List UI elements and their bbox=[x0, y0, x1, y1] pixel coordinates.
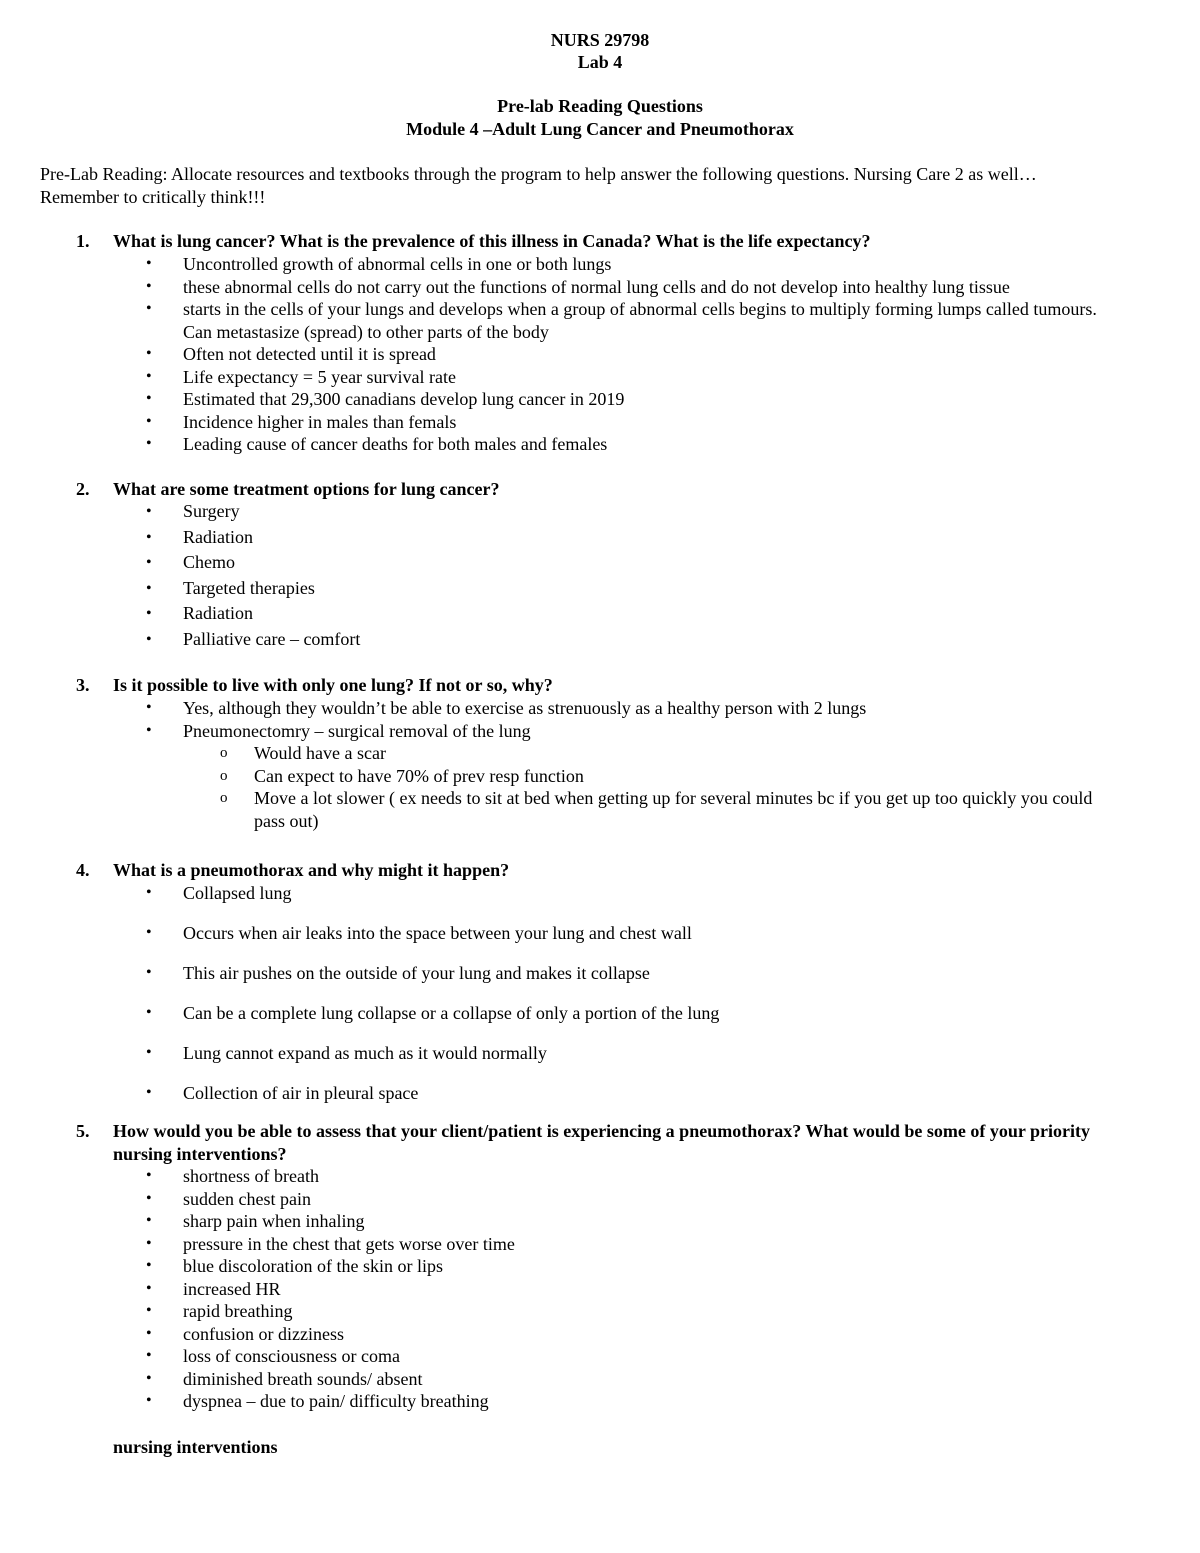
question-text: What is lung cancer? What is the prevalence of this illness in Canada? What is the life expectancy? bbox=[113, 231, 871, 251]
list-item: • Targeted therapies bbox=[146, 576, 1126, 602]
bullet-icon: • bbox=[146, 1167, 152, 1184]
list-item: • Yes, although they wouldn’t be able to exercise as strenuously as a healthy person with 2 lungs bbox=[146, 698, 867, 718]
list-item: • loss of consciousness or coma bbox=[146, 1346, 400, 1366]
list-item: • Leading cause of cancer deaths for both males and females bbox=[146, 434, 608, 454]
list-item: • Surgery bbox=[146, 499, 1126, 525]
list-item: • dyspnea – due to pain/ difficulty breathing bbox=[146, 1391, 489, 1411]
circle-bullet-icon: o bbox=[220, 790, 228, 806]
bullet-icon: • bbox=[146, 1392, 152, 1409]
bullet-icon: • bbox=[146, 345, 152, 362]
question-number: 4. bbox=[76, 860, 90, 880]
bullet-icon: • bbox=[146, 605, 152, 623]
answer-list-1 bbox=[146, 253, 1126, 456]
bullet-icon: • bbox=[146, 1279, 152, 1297]
list-item: • Chemo bbox=[146, 550, 1126, 576]
bullet-icon: • bbox=[146, 390, 152, 407]
circle-bullet-icon: o bbox=[220, 745, 228, 761]
bullet-icon: • bbox=[146, 699, 152, 716]
list-item: • Can be a complete lung collapse or a collapse of only a portion of the lung bbox=[146, 993, 1126, 1033]
list-item: • starts in the cells of your lungs and develops when a group of abnormal cells begins to multiply forming lumps called tumours. Can metastasize (spread) to other parts of the body bbox=[146, 299, 1097, 342]
bullet-icon: • bbox=[146, 554, 152, 572]
list-item: • blue discoloration of the skin or lips bbox=[146, 1256, 443, 1276]
bullet-icon: • bbox=[146, 1257, 152, 1274]
list-item: • Lung cannot expand as much as it would normally bbox=[146, 1033, 1126, 1073]
list-item: • Collection of air in pleural space bbox=[146, 1073, 1126, 1113]
list-item: • rapid breathing bbox=[146, 1301, 293, 1321]
bullet-icon: • bbox=[146, 435, 152, 452]
list-item: • pressure in the chest that gets worse over time bbox=[146, 1233, 515, 1254]
list-item: • Incidence higher in males than femals bbox=[146, 411, 457, 432]
answer-list-5 bbox=[146, 1165, 1126, 1413]
question-5 bbox=[76, 1120, 1116, 1166]
sub-list-item: o Move a lot slower ( ex needs to sit at bed when getting up for several minutes bc if you get up too quickly you could pass out) bbox=[220, 788, 1093, 831]
list-item: • diminished breath sounds/ absent bbox=[146, 1368, 423, 1389]
module-title: Module 4 –Adult Lung Cancer and Pneumothorax bbox=[406, 119, 794, 139]
question-text: How would you be able to assess that your client/patient is experiencing a pneumothorax? What would be some of your priority nursing interventions? bbox=[113, 1121, 1091, 1164]
bullet-icon: • bbox=[146, 1004, 152, 1021]
bullet-icon: • bbox=[146, 277, 152, 295]
list-item: • Palliative care – comfort bbox=[146, 627, 1126, 653]
bullet-icon: • bbox=[146, 1324, 152, 1342]
bullet-icon: • bbox=[146, 1234, 152, 1252]
question-2 bbox=[76, 478, 1116, 501]
question-number: 5. bbox=[76, 1121, 90, 1141]
bullet-icon: • bbox=[146, 721, 152, 739]
sub-list-item: o Can expect to have 70% of prev resp function bbox=[220, 765, 584, 786]
question-3 bbox=[76, 674, 1116, 697]
bullet-icon: • bbox=[146, 1302, 152, 1319]
lab-number: Lab 4 bbox=[577, 52, 623, 72]
list-item: • Radiation bbox=[146, 525, 1126, 551]
bullet-icon: • bbox=[146, 1347, 152, 1364]
bullet-icon: • bbox=[146, 1212, 152, 1229]
answer-list-3 bbox=[146, 697, 1126, 832]
sub-list bbox=[183, 742, 1126, 832]
question-text: What are some treatment options for lung cancer? bbox=[113, 479, 500, 499]
question-text: Is it possible to live with only one lung? If not or so, why? bbox=[113, 675, 553, 695]
list-item: • sudden chest pain bbox=[146, 1188, 311, 1209]
list-item: • This air pushes on the outside of your lung and makes it collapse bbox=[146, 953, 1126, 993]
bullet-icon: • bbox=[146, 630, 152, 648]
list-item: • shortness of breath bbox=[146, 1166, 319, 1186]
bullet-icon: • bbox=[146, 1189, 152, 1207]
bullet-icon: • bbox=[146, 528, 152, 546]
list-item: • confusion or dizziness bbox=[146, 1323, 344, 1344]
list-item: • Collapsed lung bbox=[146, 873, 1126, 913]
bullet-icon: • bbox=[146, 884, 152, 901]
circle-bullet-icon: o bbox=[220, 767, 228, 784]
bullet-icon: • bbox=[146, 503, 152, 520]
answer-list-2 bbox=[146, 499, 1126, 653]
nursing-interventions-heading: nursing interventions bbox=[113, 1437, 278, 1457]
list-item: • increased HR bbox=[146, 1278, 281, 1299]
bullet-icon: • bbox=[146, 367, 152, 385]
bullet-icon: • bbox=[146, 255, 152, 272]
bullet-icon: • bbox=[146, 300, 152, 317]
question-number: 1. bbox=[76, 231, 90, 251]
list-item: • Uncontrolled growth of abnormal cells in one or both lungs bbox=[146, 254, 612, 274]
question-number: 2. bbox=[76, 479, 90, 499]
question-number: 3. bbox=[76, 675, 90, 695]
bullet-icon: • bbox=[146, 1044, 152, 1061]
answer-list-4 bbox=[146, 873, 1126, 1113]
list-item: • Pneumonectomry – surgical removal of the lung o Would have a scar o Can expect to have 70% of prev resp function o Move a lot slower ( ex needs to sit at bed when getting up for several minutes bc if you get up too quickly you could pass out) bbox=[146, 720, 1126, 833]
list-item: • Life expectancy = 5 year survival rate bbox=[146, 366, 457, 387]
bullet-icon: • bbox=[146, 964, 152, 981]
bullet-icon: • bbox=[146, 1084, 152, 1101]
bullet-icon: • bbox=[146, 1369, 152, 1387]
list-item: • Estimated that 29,300 canadians develop lung cancer in 2019 bbox=[146, 389, 625, 409]
list-item: • Occurs when air leaks into the space between your lung and chest wall bbox=[146, 913, 1126, 953]
question-text: What is a pneumothorax and why might it happen? bbox=[113, 860, 510, 880]
list-item: • Often not detected until it is spread bbox=[146, 344, 436, 364]
course-code: NURS 29798 bbox=[550, 30, 650, 50]
list-item: • Radiation bbox=[146, 601, 1126, 627]
intro-paragraph: Pre-Lab Reading: Allocate resources and textbooks through the program to help answer the following questions. Nursing Care 2 as well…Remember to critically think!!! bbox=[40, 164, 1037, 207]
document-subtitle: Pre-lab Reading Questions bbox=[497, 96, 703, 116]
bullet-icon: • bbox=[146, 924, 152, 941]
sub-list-item: o Would have a scar bbox=[220, 743, 386, 763]
bullet-icon: • bbox=[146, 579, 152, 597]
bullet-icon: • bbox=[146, 412, 152, 430]
question-1 bbox=[76, 230, 1116, 253]
list-item: • these abnormal cells do not carry out the functions of normal lung cells and do not develop into healthy lung tissue bbox=[146, 276, 1010, 297]
list-item: • sharp pain when inhaling bbox=[146, 1211, 365, 1231]
